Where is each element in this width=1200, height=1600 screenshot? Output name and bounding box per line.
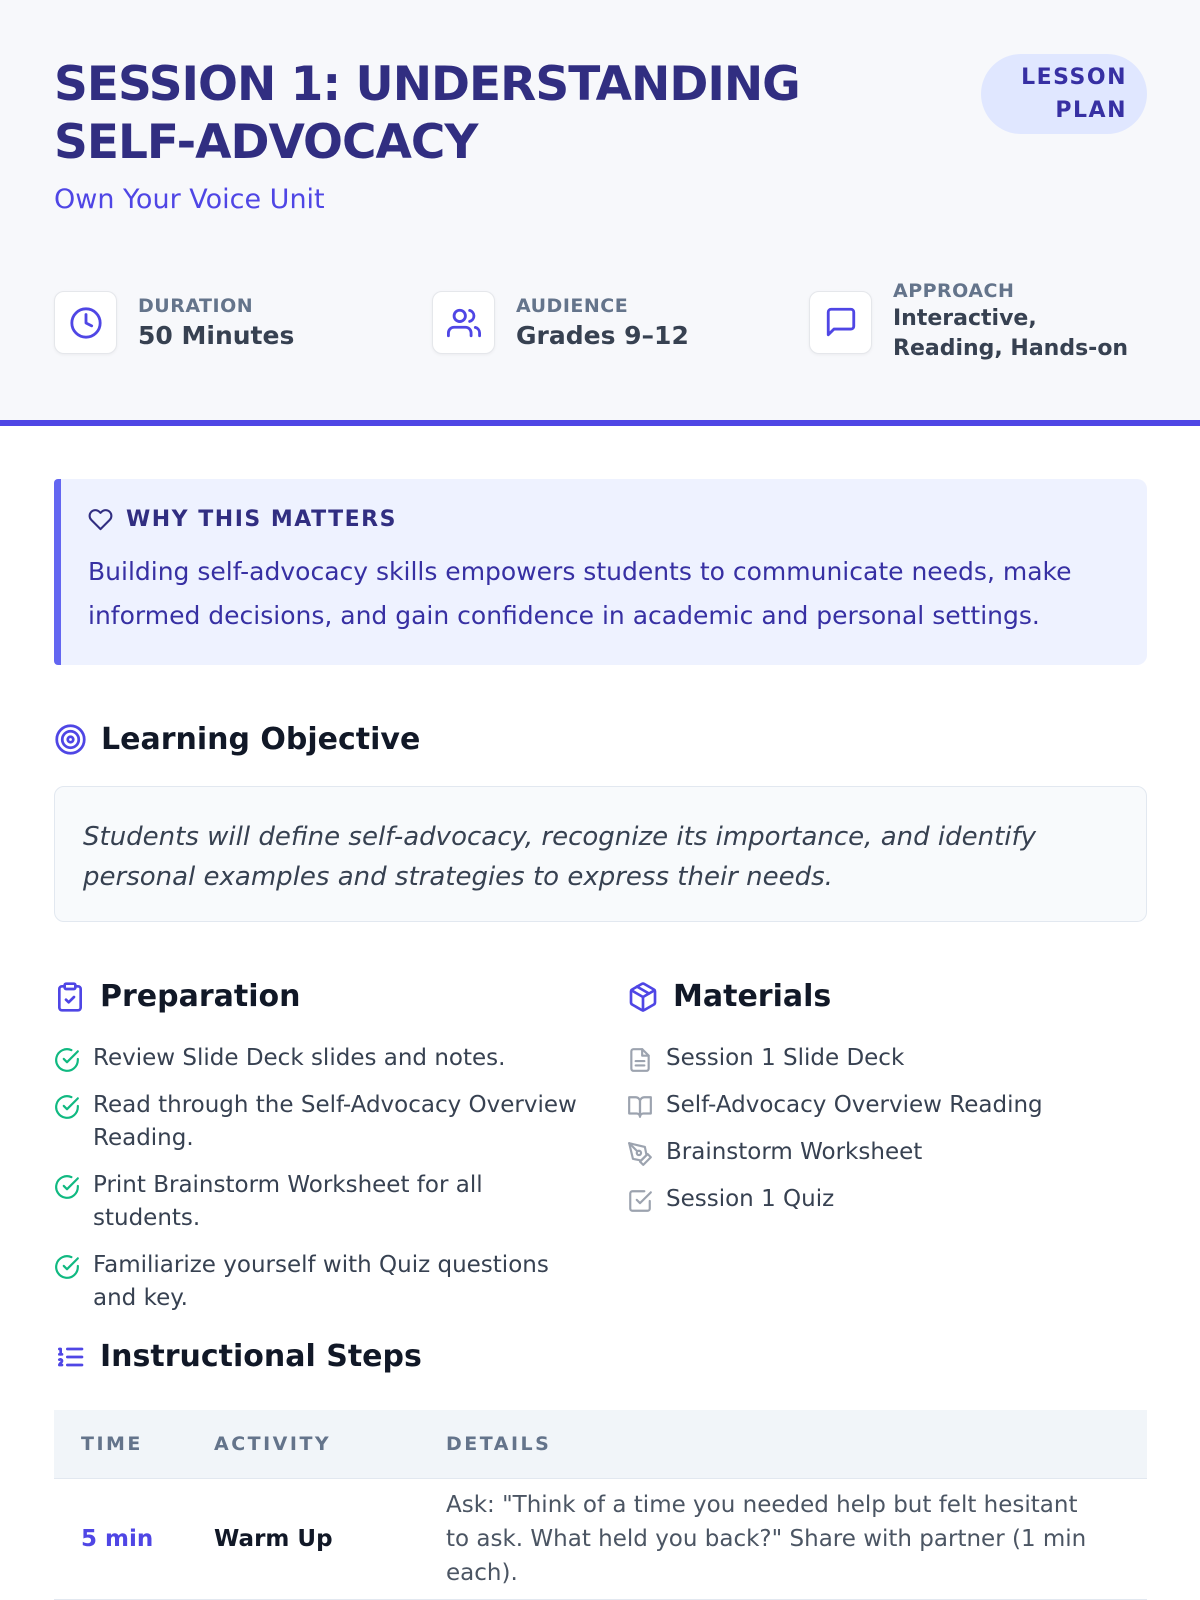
- step-time: 5 min: [54, 1478, 187, 1599]
- preparation-list: [54, 1042, 594, 1329]
- section-title-text: Instructional Steps: [100, 1339, 422, 1374]
- table-row: [54, 1478, 1147, 1599]
- list-item: Self-Advocacy Overview Reading: [627, 1089, 1147, 1122]
- lesson-header: [0, 0, 1200, 426]
- heart-icon: [88, 507, 113, 532]
- lesson-plan-badge: LESSON PLAN: [981, 54, 1147, 134]
- list-item: Brainstorm Worksheet: [627, 1136, 1147, 1169]
- book-icon: [627, 1094, 653, 1120]
- section-title-text: Preparation: [100, 979, 301, 1014]
- check-circle-icon: [54, 1094, 80, 1120]
- list-item: Session 1 Quiz: [627, 1183, 1147, 1216]
- meta-label: AUDIENCE: [516, 295, 629, 317]
- meta-approach: [809, 280, 1143, 364]
- meta-label: APPROACH: [893, 280, 1015, 302]
- step-activity: Warm Up: [187, 1478, 419, 1599]
- list-item: Review Slide Deck slides and notes.: [54, 1042, 594, 1075]
- meta-label: DURATION: [138, 295, 254, 317]
- page-title: SESSION 1: UNDERSTANDING SELF-ADVOCACY: [54, 57, 800, 170]
- why-this-matters-callout: [54, 479, 1147, 665]
- meta-value: Interactive, Reading, Hands-on: [893, 306, 1129, 361]
- unit-subtitle: Own Your Voice Unit: [54, 184, 325, 215]
- list-item: Print Brainstorm Worksheet for all students.: [54, 1169, 594, 1235]
- users-icon: [432, 291, 495, 354]
- meta-value: Grades 9–12: [516, 321, 689, 350]
- instructional-steps-heading: [54, 1339, 422, 1374]
- target-icon: [54, 723, 87, 756]
- meta-duration: [54, 291, 294, 354]
- meta-audience: [432, 291, 689, 354]
- preparation-heading: [54, 979, 300, 1014]
- check-circle-icon: [54, 1047, 80, 1073]
- check-circle-icon: [54, 1254, 80, 1280]
- materials-heading: [627, 979, 831, 1014]
- column-header-details: DETAILS: [419, 1410, 1147, 1478]
- numbered-list-icon: [54, 1341, 86, 1373]
- callout-heading: WHY THIS MATTERS: [126, 507, 397, 532]
- clock-icon: [54, 291, 117, 354]
- list-item: Session 1 Slide Deck: [627, 1042, 1147, 1075]
- pen-tool-icon: [627, 1141, 653, 1167]
- file-icon: [627, 1047, 653, 1073]
- column-header-activity: ACTIVITY: [187, 1410, 419, 1478]
- list-item: Familiarize yourself with Quiz questions and key.: [54, 1249, 594, 1315]
- learning-objective-text: Students will define self-advocacy, recognize its importance, and identify personal examples and strategies to express their needs.: [54, 786, 1147, 922]
- section-title-text: Learning Objective: [101, 722, 421, 757]
- instructional-steps-table: [54, 1410, 1147, 1600]
- clipboard-check-icon: [54, 981, 86, 1013]
- check-circle-icon: [54, 1174, 80, 1200]
- meta-value: 50 Minutes: [138, 321, 295, 350]
- materials-list: [627, 1042, 1147, 1230]
- learning-objective-heading: [54, 722, 420, 757]
- step-details: Ask: "Think of a time you needed help but felt hesitant to ask. What held you back?" Share with partner (1 min each).: [419, 1478, 1147, 1599]
- list-item: Read through the Self-Advocacy Overview Reading.: [54, 1089, 594, 1155]
- section-title-text: Materials: [673, 979, 832, 1014]
- check-square-icon: [627, 1188, 653, 1214]
- package-icon: [627, 981, 659, 1013]
- table-header-row: [54, 1410, 1147, 1478]
- message-icon: [809, 291, 872, 354]
- callout-body: Building self-advocacy skills empowers students to communicate needs, make informed decisions, and gain confidence in academic and personal settings.: [88, 557, 1072, 630]
- column-header-time: TIME: [54, 1410, 187, 1478]
